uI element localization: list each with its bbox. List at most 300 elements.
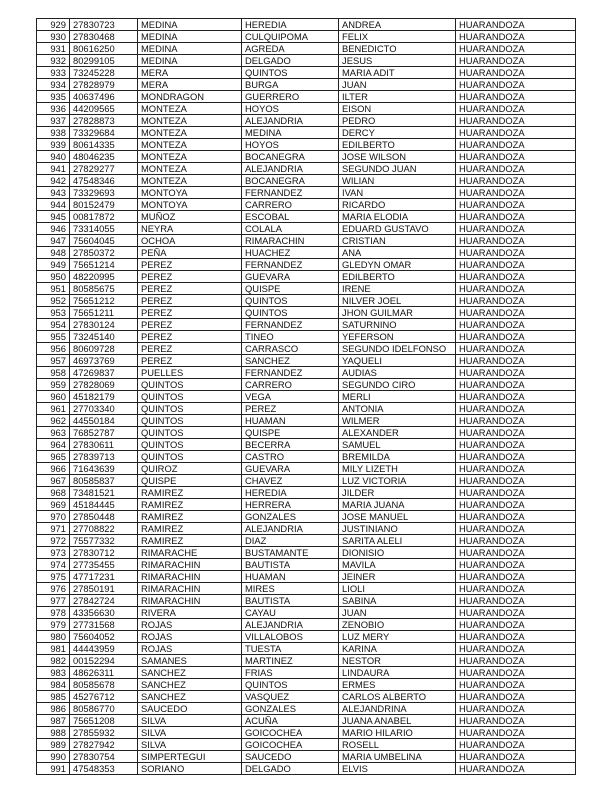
locality-cell: HUARANDOZA <box>456 583 576 595</box>
row-number-cell: 978 <box>37 607 70 619</box>
locality-cell: HUARANDOZA <box>456 763 576 775</box>
table-row <box>37 667 576 679</box>
row-number-cell: 934 <box>37 79 70 91</box>
row-number-cell: 974 <box>37 559 70 571</box>
dni-cell: 48046235 <box>70 151 138 163</box>
row-number-cell: 988 <box>37 727 70 739</box>
dni-cell: 45184445 <box>70 499 138 511</box>
paternal-surname-cell: SAUCEDO <box>138 703 242 715</box>
paternal-surname-cell: MONTEZA <box>138 103 242 115</box>
maternal-surname-cell: BOCANEGRA <box>242 151 339 163</box>
maternal-surname-cell: QUINTOS <box>242 295 339 307</box>
maternal-surname-cell: HERRERA <box>242 499 339 511</box>
maternal-surname-cell: DIAZ <box>242 535 339 547</box>
locality-cell: HUARANDOZA <box>456 259 576 271</box>
dni-cell: 27828979 <box>70 79 138 91</box>
table-row <box>37 463 576 475</box>
given-names-cell: DIONISIO <box>339 547 456 559</box>
table-row <box>37 763 576 775</box>
dni-cell: 27850448 <box>70 511 138 523</box>
given-names-cell: EDUARD GUSTAVO <box>339 223 456 235</box>
paternal-surname-cell: QUINTOS <box>138 379 242 391</box>
maternal-surname-cell: MEDINA <box>242 127 339 139</box>
dni-cell: 40637496 <box>70 91 138 103</box>
row-number-cell: 980 <box>37 631 70 643</box>
locality-cell: HUARANDOZA <box>456 103 576 115</box>
given-names-cell: LIOLI <box>339 583 456 595</box>
dni-cell: 80616250 <box>70 43 138 55</box>
dni-cell: 27839713 <box>70 451 138 463</box>
given-names-cell: LUZ MERY <box>339 631 456 643</box>
table-row <box>37 439 576 451</box>
given-names-cell: SEGUNDO IDELFONSO <box>339 343 456 355</box>
dni-cell: 27830723 <box>70 19 138 31</box>
given-names-cell: MAVILA <box>339 559 456 571</box>
table-row <box>37 91 576 103</box>
table-row <box>37 331 576 343</box>
locality-cell: HUARANDOZA <box>456 499 576 511</box>
row-number-cell: 960 <box>37 391 70 403</box>
table-row <box>37 19 576 31</box>
row-number-cell: 968 <box>37 487 70 499</box>
locality-cell: HUARANDOZA <box>456 631 576 643</box>
paternal-surname-cell: SAMANES <box>138 655 242 667</box>
maternal-surname-cell: HUAMAN <box>242 415 339 427</box>
row-number-cell: 933 <box>37 67 70 79</box>
dni-cell: 75651211 <box>70 307 138 319</box>
dni-cell: 27842724 <box>70 595 138 607</box>
table-row <box>37 499 576 511</box>
given-names-cell: CARLOS ALBERTO <box>339 691 456 703</box>
locality-cell: HUARANDOZA <box>456 559 576 571</box>
given-names-cell: ILTER <box>339 91 456 103</box>
paternal-surname-cell: MERA <box>138 79 242 91</box>
row-number-cell: 951 <box>37 283 70 295</box>
given-names-cell: JOSE MANUEL <box>339 511 456 523</box>
row-number-cell: 938 <box>37 127 70 139</box>
dni-cell: 73314055 <box>70 223 138 235</box>
row-number-cell: 982 <box>37 655 70 667</box>
given-names-cell: NESTOR <box>339 655 456 667</box>
maternal-surname-cell: BAUTISTA <box>242 595 339 607</box>
given-names-cell: JILDER <box>339 487 456 499</box>
given-names-cell: ALEXANDER <box>339 427 456 439</box>
paternal-surname-cell: RIMARACHIN <box>138 595 242 607</box>
table-row <box>37 235 576 247</box>
given-names-cell: PEDRO <box>339 115 456 127</box>
locality-cell: HUARANDOZA <box>456 535 576 547</box>
table-row <box>37 355 576 367</box>
table-row <box>37 703 576 715</box>
paternal-surname-cell: PEREZ <box>138 283 242 295</box>
maternal-surname-cell: CARRERO <box>242 199 339 211</box>
row-number-cell: 979 <box>37 619 70 631</box>
table-row <box>37 307 576 319</box>
given-names-cell: MARIA JUANA <box>339 499 456 511</box>
locality-cell: HUARANDOZA <box>456 379 576 391</box>
dni-cell: 71643639 <box>70 463 138 475</box>
maternal-surname-cell: BAUTISTA <box>242 559 339 571</box>
maternal-surname-cell: ACUÑA <box>242 715 339 727</box>
locality-cell: HUARANDOZA <box>456 151 576 163</box>
given-names-cell: FELIX <box>339 31 456 43</box>
dni-cell: 80614335 <box>70 139 138 151</box>
locality-cell: HUARANDOZA <box>456 403 576 415</box>
given-names-cell: ROSELL <box>339 739 456 751</box>
row-number-cell: 973 <box>37 547 70 559</box>
row-number-cell: 954 <box>37 319 70 331</box>
paternal-surname-cell: MONTEZA <box>138 127 242 139</box>
paternal-surname-cell: PUELLES <box>138 367 242 379</box>
dni-cell: 27703340 <box>70 403 138 415</box>
dni-cell: 76852787 <box>70 427 138 439</box>
dni-cell: 73329684 <box>70 127 138 139</box>
locality-cell: HUARANDOZA <box>456 43 576 55</box>
given-names-cell: LUZ VICTORIA <box>339 475 456 487</box>
row-number-cell: 971 <box>37 523 70 535</box>
given-names-cell: RICARDO <box>339 199 456 211</box>
dni-cell: 27830611 <box>70 439 138 451</box>
locality-cell: HUARANDOZA <box>456 523 576 535</box>
dni-cell: 75651214 <box>70 259 138 271</box>
locality-cell: HUARANDOZA <box>456 235 576 247</box>
dni-cell: 73329693 <box>70 187 138 199</box>
row-number-cell: 966 <box>37 463 70 475</box>
locality-cell: HUARANDOZA <box>456 487 576 499</box>
dni-cell: 47717231 <box>70 571 138 583</box>
maternal-surname-cell: TINEO <box>242 331 339 343</box>
maternal-surname-cell: SAUCEDO <box>242 751 339 763</box>
paternal-surname-cell: RIMARACHIN <box>138 583 242 595</box>
locality-cell: HUARANDOZA <box>456 475 576 487</box>
row-number-cell: 929 <box>37 19 70 31</box>
dni-cell: 00152294 <box>70 655 138 667</box>
paternal-surname-cell: RAMIREZ <box>138 535 242 547</box>
table-row <box>37 403 576 415</box>
dni-cell: 45276712 <box>70 691 138 703</box>
dni-cell: 45182179 <box>70 391 138 403</box>
paternal-surname-cell: PEREZ <box>138 259 242 271</box>
paternal-surname-cell: MONTOYA <box>138 199 242 211</box>
locality-cell: HUARANDOZA <box>456 271 576 283</box>
maternal-surname-cell: QUINTOS <box>242 307 339 319</box>
table-row <box>37 127 576 139</box>
locality-cell: HUARANDOZA <box>456 595 576 607</box>
maternal-surname-cell: ALEJANDRIA <box>242 523 339 535</box>
given-names-cell: MILY LIZETH <box>339 463 456 475</box>
dni-cell: 73481521 <box>70 487 138 499</box>
paternal-surname-cell: QUINTOS <box>138 451 242 463</box>
row-number-cell: 941 <box>37 163 70 175</box>
given-names-cell: JUAN <box>339 607 456 619</box>
table-row <box>37 115 576 127</box>
table-row <box>37 247 576 259</box>
locality-cell: HUARANDOZA <box>456 607 576 619</box>
row-number-cell: 984 <box>37 679 70 691</box>
maternal-surname-cell: FERNANDEZ <box>242 367 339 379</box>
row-number-cell: 956 <box>37 343 70 355</box>
table-row <box>37 559 576 571</box>
table-row <box>37 691 576 703</box>
row-number-cell: 953 <box>37 307 70 319</box>
dni-cell: 80586770 <box>70 703 138 715</box>
given-names-cell: WILIAN <box>339 175 456 187</box>
table-row <box>37 283 576 295</box>
locality-cell: HUARANDOZA <box>456 727 576 739</box>
given-names-cell: ANA <box>339 247 456 259</box>
paternal-surname-cell: PEREZ <box>138 343 242 355</box>
given-names-cell: MARIA ELODIA <box>339 211 456 223</box>
given-names-cell: EISON <box>339 103 456 115</box>
maternal-surname-cell: GONZALES <box>242 703 339 715</box>
maternal-surname-cell: GOICOCHEA <box>242 727 339 739</box>
locality-cell: HUARANDOZA <box>456 751 576 763</box>
locality-cell: HUARANDOZA <box>456 667 576 679</box>
table-row <box>37 43 576 55</box>
given-names-cell: JUSTINIANO <box>339 523 456 535</box>
table-row <box>37 631 576 643</box>
row-number-cell: 976 <box>37 583 70 595</box>
table-row <box>37 295 576 307</box>
locality-cell: HUARANDOZA <box>456 343 576 355</box>
maternal-surname-cell: CAYAU <box>242 607 339 619</box>
paternal-surname-cell: ROJAS <box>138 619 242 631</box>
dni-cell: 27830754 <box>70 751 138 763</box>
dni-cell: 80585678 <box>70 679 138 691</box>
maternal-surname-cell: CARRERO <box>242 379 339 391</box>
locality-cell: HUARANDOZA <box>456 139 576 151</box>
maternal-surname-cell: CULQUIPOMA <box>242 31 339 43</box>
locality-cell: HUARANDOZA <box>456 127 576 139</box>
maternal-surname-cell: COLALA <box>242 223 339 235</box>
given-names-cell: SEGUNDO JUAN <box>339 163 456 175</box>
maternal-surname-cell: DELGADO <box>242 763 339 775</box>
maternal-surname-cell: HUAMAN <box>242 571 339 583</box>
table-row <box>37 367 576 379</box>
table-row <box>37 163 576 175</box>
given-names-cell: JEINER <box>339 571 456 583</box>
row-number-cell: 946 <box>37 223 70 235</box>
paternal-surname-cell: MONTOYA <box>138 187 242 199</box>
given-names-cell: SARITA ALELI <box>339 535 456 547</box>
paternal-surname-cell: PEREZ <box>138 271 242 283</box>
paternal-surname-cell: RIMARACHIN <box>138 559 242 571</box>
dni-cell: 27827942 <box>70 739 138 751</box>
dni-cell: 43356630 <box>70 607 138 619</box>
locality-cell: HUARANDOZA <box>456 511 576 523</box>
maternal-surname-cell: QUISPE <box>242 283 339 295</box>
locality-cell: HUARANDOZA <box>456 283 576 295</box>
maternal-surname-cell: ALEJANDRIA <box>242 163 339 175</box>
table-row <box>37 655 576 667</box>
paternal-surname-cell: NEYRA <box>138 223 242 235</box>
maternal-surname-cell: BURGA <box>242 79 339 91</box>
dni-cell: 80609728 <box>70 343 138 355</box>
given-names-cell: CRISTIAN <box>339 235 456 247</box>
locality-cell: HUARANDOZA <box>456 331 576 343</box>
paternal-surname-cell: SANCHEZ <box>138 691 242 703</box>
row-number-cell: 952 <box>37 295 70 307</box>
row-number-cell: 932 <box>37 55 70 67</box>
row-number-cell: 935 <box>37 91 70 103</box>
locality-cell: HUARANDOZA <box>456 67 576 79</box>
paternal-surname-cell: OCHOA <box>138 235 242 247</box>
given-names-cell: LINDAURA <box>339 667 456 679</box>
row-number-cell: 969 <box>37 499 70 511</box>
dni-cell: 44550184 <box>70 415 138 427</box>
locality-cell: HUARANDOZA <box>456 427 576 439</box>
given-names-cell: YEFERSON <box>339 331 456 343</box>
given-names-cell: GLEDYN OMAR <box>339 259 456 271</box>
paternal-surname-cell: RAMIREZ <box>138 511 242 523</box>
table-row <box>37 715 576 727</box>
dni-cell: 27850191 <box>70 583 138 595</box>
maternal-surname-cell: ALEJANDRIA <box>242 115 339 127</box>
locality-cell: HUARANDOZA <box>456 187 576 199</box>
maternal-surname-cell: BOCANEGRA <box>242 175 339 187</box>
table-row <box>37 727 576 739</box>
given-names-cell: JHON GUILMAR <box>339 307 456 319</box>
dni-cell: 27708822 <box>70 523 138 535</box>
row-number-cell: 961 <box>37 403 70 415</box>
table-row <box>37 79 576 91</box>
locality-cell: HUARANDOZA <box>456 439 576 451</box>
given-names-cell: MARIA UMBELINA <box>339 751 456 763</box>
row-number-cell: 945 <box>37 211 70 223</box>
maternal-surname-cell: SANCHEZ <box>242 355 339 367</box>
maternal-surname-cell: GOICOCHEA <box>242 739 339 751</box>
given-names-cell: ZENOBIO <box>339 619 456 631</box>
table-row <box>37 55 576 67</box>
dni-cell: 27830124 <box>70 319 138 331</box>
paternal-surname-cell: QUINTOS <box>138 391 242 403</box>
paternal-surname-cell: SILVA <box>138 715 242 727</box>
locality-cell: HUARANDOZA <box>456 619 576 631</box>
locality-cell: HUARANDOZA <box>456 355 576 367</box>
locality-cell: HUARANDOZA <box>456 55 576 67</box>
table-row <box>37 343 576 355</box>
dni-cell: 44443959 <box>70 643 138 655</box>
dni-cell: 27830712 <box>70 547 138 559</box>
maternal-surname-cell: HEREDIA <box>242 487 339 499</box>
locality-cell: HUARANDOZA <box>456 739 576 751</box>
locality-cell: HUARANDOZA <box>456 703 576 715</box>
locality-cell: HUARANDOZA <box>456 247 576 259</box>
dni-cell: 27735455 <box>70 559 138 571</box>
row-number-cell: 962 <box>37 415 70 427</box>
maternal-surname-cell: BECERRA <box>242 439 339 451</box>
row-number-cell: 981 <box>37 643 70 655</box>
maternal-surname-cell: RIMARACHIN <box>242 235 339 247</box>
given-names-cell: MERLI <box>339 391 456 403</box>
paternal-surname-cell: MONTEZA <box>138 163 242 175</box>
paternal-surname-cell: RIVERA <box>138 607 242 619</box>
given-names-cell: JESUS <box>339 55 456 67</box>
maternal-surname-cell: FRIAS <box>242 667 339 679</box>
maternal-surname-cell: QUISPE <box>242 427 339 439</box>
maternal-surname-cell: QUINTOS <box>242 679 339 691</box>
row-number-cell: 949 <box>37 259 70 271</box>
dni-cell: 47548353 <box>70 763 138 775</box>
dni-cell: 46973769 <box>70 355 138 367</box>
row-number-cell: 986 <box>37 703 70 715</box>
maternal-surname-cell: CASTRO <box>242 451 339 463</box>
given-names-cell: EDILBERTO <box>339 139 456 151</box>
paternal-surname-cell: QUINTOS <box>138 415 242 427</box>
dni-cell: 75651212 <box>70 295 138 307</box>
table-row <box>37 607 576 619</box>
row-number-cell: 937 <box>37 115 70 127</box>
row-number-cell: 989 <box>37 739 70 751</box>
paternal-surname-cell: PEREZ <box>138 331 242 343</box>
table-row <box>37 547 576 559</box>
table-row <box>37 319 576 331</box>
given-names-cell: ANDREA <box>339 19 456 31</box>
locality-cell: HUARANDOZA <box>456 367 576 379</box>
row-number-cell: 972 <box>37 535 70 547</box>
dni-cell: 47548346 <box>70 175 138 187</box>
table-row <box>37 415 576 427</box>
maternal-surname-cell: PEREZ <box>242 403 339 415</box>
given-names-cell: NILVER JOEL <box>339 295 456 307</box>
maternal-surname-cell: AGREDA <box>242 43 339 55</box>
maternal-surname-cell: HOYOS <box>242 139 339 151</box>
paternal-surname-cell: RIMARACHIN <box>138 571 242 583</box>
table-row <box>37 511 576 523</box>
locality-cell: HUARANDOZA <box>456 547 576 559</box>
dni-cell: 75604052 <box>70 631 138 643</box>
dni-cell: 27828873 <box>70 115 138 127</box>
given-names-cell: SAMUEL <box>339 439 456 451</box>
maternal-surname-cell: HUACHEZ <box>242 247 339 259</box>
table-row <box>37 187 576 199</box>
dni-cell: 27829277 <box>70 163 138 175</box>
dni-cell: 27850372 <box>70 247 138 259</box>
maternal-surname-cell: FERNANDEZ <box>242 319 339 331</box>
maternal-surname-cell: HEREDIA <box>242 19 339 31</box>
paternal-surname-cell: MONTEZA <box>138 115 242 127</box>
locality-cell: HUARANDOZA <box>456 175 576 187</box>
given-names-cell: DERCY <box>339 127 456 139</box>
given-names-cell: ERMES <box>339 679 456 691</box>
paternal-surname-cell: SILVA <box>138 727 242 739</box>
locality-cell: HUARANDOZA <box>456 451 576 463</box>
row-number-cell: 991 <box>37 763 70 775</box>
maternal-surname-cell: VILLALOBOS <box>242 631 339 643</box>
row-number-cell: 948 <box>37 247 70 259</box>
locality-cell: HUARANDOZA <box>456 199 576 211</box>
row-number-cell: 975 <box>37 571 70 583</box>
locality-cell: HUARANDOZA <box>456 715 576 727</box>
maternal-surname-cell: CHAVEZ <box>242 475 339 487</box>
row-number-cell: 947 <box>37 235 70 247</box>
given-names-cell: JOSE WILSON <box>339 151 456 163</box>
maternal-surname-cell: GUERRERO <box>242 91 339 103</box>
dni-cell: 48626311 <box>70 667 138 679</box>
maternal-surname-cell: MARTINEZ <box>242 655 339 667</box>
paternal-surname-cell: MEDINA <box>138 19 242 31</box>
dni-cell: 80299105 <box>70 55 138 67</box>
row-number-cell: 931 <box>37 43 70 55</box>
table-row <box>37 571 576 583</box>
row-number-cell: 959 <box>37 379 70 391</box>
row-number-cell: 985 <box>37 691 70 703</box>
given-names-cell: MARIO HILARIO <box>339 727 456 739</box>
paternal-surname-cell: MUÑOZ <box>138 211 242 223</box>
locality-cell: HUARANDOZA <box>456 211 576 223</box>
row-number-cell: 930 <box>37 31 70 43</box>
table-row <box>37 739 576 751</box>
